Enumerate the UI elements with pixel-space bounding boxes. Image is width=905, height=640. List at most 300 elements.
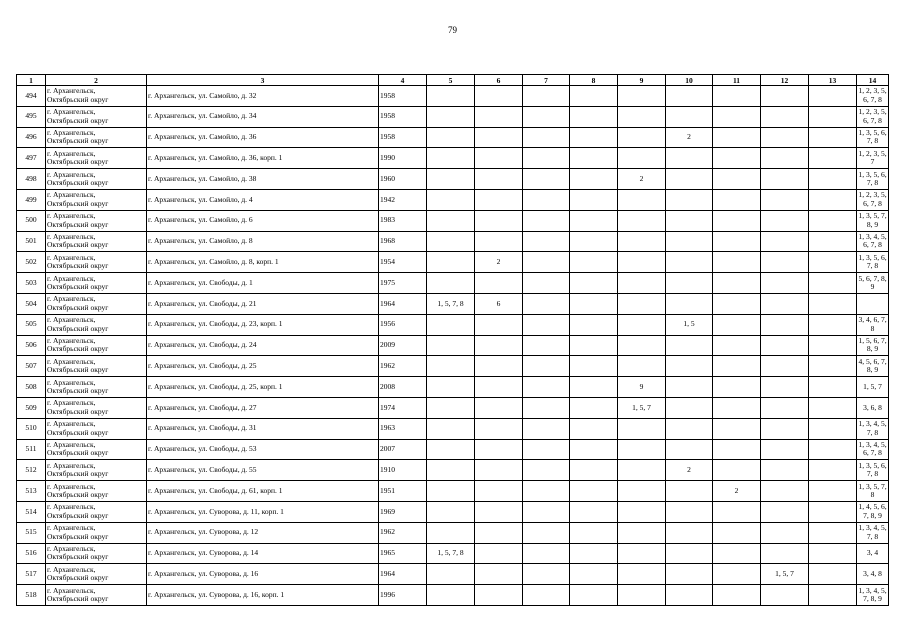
district-line: Октябрьский округ (47, 240, 109, 250)
column-8-cell (570, 418, 618, 439)
column-6-cell (475, 501, 523, 522)
year-cell: 1962 (379, 356, 427, 377)
column-10-cell (666, 522, 713, 543)
column-14-cell: 1, 3, 5, 6, 7, 8 (857, 127, 889, 148)
year-cell: 1964 (379, 564, 427, 585)
column-5-cell (427, 210, 475, 231)
column-11-cell: 2 (713, 481, 761, 502)
district-line: г. Архангельск, (47, 252, 96, 262)
column-13-cell (809, 501, 857, 522)
column-7-cell (523, 231, 570, 252)
column-11-cell (713, 169, 761, 190)
district-line: Октябрьский округ (47, 115, 109, 125)
column-7-cell (523, 148, 570, 169)
column-5-cell (427, 106, 475, 127)
column-13-cell (809, 439, 857, 460)
table-row (17, 169, 889, 190)
column-8-cell (570, 564, 618, 585)
year-cell: 1975 (379, 273, 427, 294)
column-9-cell (618, 460, 666, 481)
column-14-cell: 3, 4, 6, 7, 8 (857, 314, 889, 335)
district-line: г. Архангельск, (47, 190, 96, 200)
address-cell: г. Архангельск, ул. Свободы, д. 27 (147, 397, 379, 418)
column-14-cell: 3, 4, 8 (857, 564, 889, 585)
district-line: г. Архангельск, (47, 502, 96, 512)
district-line: Октябрьский округ (47, 302, 109, 312)
row-number-cell: 497 (17, 148, 46, 169)
table-row (17, 439, 889, 460)
column-13-cell (809, 148, 857, 169)
year-cell: 2007 (379, 439, 427, 460)
row-number-cell: 496 (17, 127, 46, 148)
address-cell: г. Архангельск, ул. Свободы, д. 25 (147, 356, 379, 377)
column-11-cell (713, 397, 761, 418)
column-6-cell (475, 127, 523, 148)
district-cell (46, 189, 147, 210)
column-8-cell (570, 356, 618, 377)
column-12-cell (761, 293, 809, 314)
district-cell (46, 169, 147, 190)
address-cell: г. Архангельск, ул. Самойло, д. 6 (147, 210, 379, 231)
column-10-cell (666, 501, 713, 522)
column-header-10: 10 (666, 75, 713, 86)
column-14-cell (857, 293, 889, 314)
year-cell: 1958 (379, 127, 427, 148)
column-12-cell (761, 86, 809, 107)
column-7-cell (523, 418, 570, 439)
column-5-cell (427, 377, 475, 398)
column-14-cell: 1, 3, 5, 7, 8 (857, 481, 889, 502)
column-9-cell: 2 (618, 169, 666, 190)
district-cell (46, 127, 147, 148)
table-row (17, 189, 889, 210)
column-6-cell (475, 460, 523, 481)
table-row (17, 293, 889, 314)
column-7-cell (523, 252, 570, 273)
column-10-cell (666, 397, 713, 418)
column-10-cell (666, 106, 713, 127)
row-number-cell: 503 (17, 273, 46, 294)
district-cell (46, 148, 147, 169)
district-cell (46, 377, 147, 398)
column-13-cell (809, 252, 857, 273)
district-cell (46, 314, 147, 335)
address-cell: г. Архангельск, ул. Свободы, д. 31 (147, 418, 379, 439)
column-6-cell (475, 397, 523, 418)
column-5-cell (427, 86, 475, 107)
district-line: г. Архангельск, (47, 315, 96, 325)
table-row (17, 273, 889, 294)
column-5-cell (427, 252, 475, 273)
row-number-cell: 511 (17, 439, 46, 460)
district-line: Октябрьский округ (47, 510, 109, 520)
address-cell: г. Архангельск, ул. Самойло, д. 36, корп. 1 (147, 148, 379, 169)
row-number-cell: 509 (17, 397, 46, 418)
district-line: Октябрьский округ (47, 344, 109, 354)
column-12-cell (761, 522, 809, 543)
column-8-cell (570, 231, 618, 252)
address-cell: г. Архангельск, ул. Свободы, д. 55 (147, 460, 379, 481)
column-5-cell (427, 189, 475, 210)
column-10-cell (666, 189, 713, 210)
column-5-cell (427, 335, 475, 356)
district-line: Октябрьский округ (47, 261, 109, 271)
column-13-cell (809, 273, 857, 294)
column-11-cell (713, 460, 761, 481)
table-row (17, 127, 889, 148)
column-12-cell (761, 356, 809, 377)
district-line: Октябрьский округ (47, 178, 109, 188)
column-6-cell (475, 189, 523, 210)
column-10-cell: 1, 5 (666, 314, 713, 335)
district-cell (46, 397, 147, 418)
district-line: Октябрьский округ (47, 219, 109, 229)
column-11-cell (713, 293, 761, 314)
column-13-cell (809, 189, 857, 210)
column-7-cell (523, 169, 570, 190)
table-row (17, 501, 889, 522)
table-row (17, 397, 889, 418)
column-header-3: 3 (147, 75, 379, 86)
column-5-cell (427, 481, 475, 502)
column-11-cell (713, 231, 761, 252)
year-cell: 1996 (379, 585, 427, 606)
address-cell: г. Архангельск, ул. Самойло, д. 36 (147, 127, 379, 148)
column-9-cell (618, 189, 666, 210)
column-5-cell (427, 169, 475, 190)
column-9-cell (618, 522, 666, 543)
column-12-cell (761, 189, 809, 210)
column-12-cell (761, 543, 809, 564)
column-6-cell (475, 564, 523, 585)
column-8-cell (570, 335, 618, 356)
column-8-cell (570, 273, 618, 294)
column-14-cell: 1, 3, 5, 6, 7, 8 (857, 460, 889, 481)
column-10-cell (666, 481, 713, 502)
district-line: г. Архангельск, (47, 439, 96, 449)
column-9-cell (618, 293, 666, 314)
district-line: Октябрьский округ (47, 406, 109, 416)
column-11-cell (713, 501, 761, 522)
district-line: г. Архангельск, (47, 127, 96, 137)
row-number-cell: 510 (17, 418, 46, 439)
column-9-cell (618, 127, 666, 148)
year-cell: 1962 (379, 522, 427, 543)
column-11-cell (713, 148, 761, 169)
year-cell: 1965 (379, 543, 427, 564)
district-line: Октябрьский округ (47, 94, 109, 104)
column-12-cell (761, 273, 809, 294)
column-5-cell (427, 418, 475, 439)
district-line: г. Архангельск, (47, 294, 96, 304)
column-10-cell (666, 273, 713, 294)
column-6-cell (475, 86, 523, 107)
district-line: Октябрьский округ (47, 573, 109, 583)
table-header-row (17, 75, 889, 86)
column-5-cell (427, 148, 475, 169)
column-9-cell: 1, 5, 7 (618, 397, 666, 418)
row-number-cell: 516 (17, 543, 46, 564)
column-11-cell (713, 564, 761, 585)
district-line: Октябрьский округ (47, 427, 109, 437)
district-cell (46, 273, 147, 294)
column-5-cell (427, 439, 475, 460)
column-14-cell: 1, 5, 7 (857, 377, 889, 398)
year-cell: 2009 (379, 335, 427, 356)
column-header-14: 14 (857, 75, 889, 86)
column-13-cell (809, 86, 857, 107)
column-5-cell (427, 564, 475, 585)
column-11-cell (713, 127, 761, 148)
table-row (17, 106, 889, 127)
column-13-cell (809, 231, 857, 252)
row-number-cell: 504 (17, 293, 46, 314)
column-7-cell (523, 86, 570, 107)
column-header-8: 8 (570, 75, 618, 86)
row-number-cell: 499 (17, 189, 46, 210)
column-11-cell (713, 189, 761, 210)
year-cell: 1910 (379, 460, 427, 481)
column-9-cell (618, 439, 666, 460)
district-line: Октябрьский округ (47, 469, 109, 479)
table-row (17, 522, 889, 543)
column-8-cell (570, 86, 618, 107)
column-7-cell (523, 273, 570, 294)
column-13-cell (809, 377, 857, 398)
year-cell: 1951 (379, 481, 427, 502)
column-10-cell (666, 377, 713, 398)
row-number-cell: 505 (17, 314, 46, 335)
row-number-cell: 498 (17, 169, 46, 190)
table-row (17, 543, 889, 564)
column-13-cell (809, 418, 857, 439)
row-number-cell: 513 (17, 481, 46, 502)
district-cell (46, 439, 147, 460)
address-cell: г. Архангельск, ул. Суворова, д. 16, корп. 1 (147, 585, 379, 606)
column-12-cell (761, 501, 809, 522)
year-cell: 1954 (379, 252, 427, 273)
address-cell: г. Архангельск, ул. Самойло, д. 8, корп. 1 (147, 252, 379, 273)
column-12-cell (761, 335, 809, 356)
row-number-cell: 495 (17, 106, 46, 127)
district-line: г. Архангельск, (47, 460, 96, 470)
column-5-cell (427, 397, 475, 418)
column-9-cell (618, 543, 666, 564)
column-7-cell (523, 460, 570, 481)
district-line: Октябрьский округ (47, 386, 109, 396)
column-14-cell: 1, 3, 5, 6, 7, 8 (857, 169, 889, 190)
address-cell: г. Архангельск, ул. Самойло, д. 32 (147, 86, 379, 107)
column-6-cell (475, 585, 523, 606)
page-number: 79 (448, 25, 457, 35)
address-cell: г. Архангельск, ул. Самойло, д. 38 (147, 169, 379, 190)
column-5-cell: 1, 5, 7, 8 (427, 543, 475, 564)
column-11-cell (713, 377, 761, 398)
district-line: г. Архангельск, (47, 148, 96, 158)
column-14-cell: 1, 2, 3, 5, 6, 7, 8 (857, 189, 889, 210)
column-7-cell (523, 210, 570, 231)
column-14-cell: 1, 2, 3, 5, 7 (857, 148, 889, 169)
row-number-cell: 500 (17, 210, 46, 231)
column-5-cell (427, 356, 475, 377)
column-9-cell (618, 231, 666, 252)
column-7-cell (523, 127, 570, 148)
column-8-cell (570, 169, 618, 190)
column-12-cell (761, 460, 809, 481)
column-10-cell (666, 252, 713, 273)
year-cell: 1990 (379, 148, 427, 169)
column-6-cell (475, 169, 523, 190)
column-14-cell: 1, 3, 4, 5, 6, 7, 8 (857, 439, 889, 460)
column-9-cell (618, 252, 666, 273)
district-cell (46, 293, 147, 314)
table-row (17, 314, 889, 335)
column-7-cell (523, 356, 570, 377)
column-8-cell (570, 127, 618, 148)
year-cell: 1969 (379, 501, 427, 522)
column-9-cell (618, 148, 666, 169)
column-5-cell (427, 522, 475, 543)
column-8-cell (570, 585, 618, 606)
column-14-cell: 4, 5, 6, 7, 8, 9 (857, 356, 889, 377)
year-cell: 1963 (379, 418, 427, 439)
column-9-cell (618, 356, 666, 377)
address-cell: г. Архангельск, ул. Свободы, д. 21 (147, 293, 379, 314)
column-10-cell (666, 293, 713, 314)
column-9-cell (618, 418, 666, 439)
table-row (17, 585, 889, 606)
column-9-cell (618, 314, 666, 335)
column-7-cell (523, 106, 570, 127)
column-8-cell (570, 460, 618, 481)
column-10-cell (666, 543, 713, 564)
address-cell: г. Архангельск, ул. Свободы, д. 25, корп. 1 (147, 377, 379, 398)
column-6-cell (475, 210, 523, 231)
column-8-cell (570, 377, 618, 398)
district-line: г. Архангельск, (47, 107, 96, 117)
district-line: Октябрьский округ (47, 594, 109, 604)
district-cell (46, 481, 147, 502)
year-cell: 2008 (379, 377, 427, 398)
column-10-cell (666, 335, 713, 356)
district-line: г. Архангельск, (47, 231, 96, 241)
column-10-cell (666, 439, 713, 460)
row-number-cell: 501 (17, 231, 46, 252)
column-header-6: 6 (475, 75, 523, 86)
column-13-cell (809, 356, 857, 377)
address-cell: г. Архангельск, ул. Самойло, д. 4 (147, 189, 379, 210)
column-14-cell: 1, 2, 3, 5, 6, 7, 8 (857, 86, 889, 107)
column-9-cell: 9 (618, 377, 666, 398)
year-cell: 1958 (379, 86, 427, 107)
table-row (17, 460, 889, 481)
address-cell: г. Архангельск, ул. Свободы, д. 24 (147, 335, 379, 356)
row-number-cell: 508 (17, 377, 46, 398)
column-12-cell (761, 231, 809, 252)
column-14-cell: 1, 4, 5, 6, 7, 8, 9 (857, 501, 889, 522)
row-number-cell: 514 (17, 501, 46, 522)
column-10-cell (666, 169, 713, 190)
column-9-cell (618, 564, 666, 585)
column-11-cell (713, 86, 761, 107)
district-line: г. Архангельск, (47, 398, 96, 408)
year-cell: 1968 (379, 231, 427, 252)
column-13-cell (809, 169, 857, 190)
year-cell: 1960 (379, 169, 427, 190)
column-header-12: 12 (761, 75, 809, 86)
year-cell: 1956 (379, 314, 427, 335)
district-cell (46, 231, 147, 252)
column-7-cell (523, 481, 570, 502)
table-row (17, 564, 889, 585)
column-14-cell: 1, 3, 4, 5, 6, 7, 8 (857, 231, 889, 252)
district-cell (46, 501, 147, 522)
district-line: Октябрьский округ (47, 323, 109, 333)
column-11-cell (713, 106, 761, 127)
column-7-cell (523, 439, 570, 460)
district-cell (46, 460, 147, 481)
year-cell: 1964 (379, 293, 427, 314)
column-5-cell (427, 273, 475, 294)
column-8-cell (570, 501, 618, 522)
column-10-cell (666, 148, 713, 169)
column-7-cell (523, 585, 570, 606)
column-8-cell (570, 397, 618, 418)
row-number-cell: 507 (17, 356, 46, 377)
column-10-cell (666, 564, 713, 585)
column-8-cell (570, 148, 618, 169)
column-9-cell (618, 335, 666, 356)
district-cell (46, 564, 147, 585)
column-5-cell (427, 585, 475, 606)
column-13-cell (809, 585, 857, 606)
table-body (17, 86, 889, 606)
column-13-cell (809, 314, 857, 335)
column-8-cell (570, 210, 618, 231)
column-12-cell (761, 252, 809, 273)
column-11-cell (713, 252, 761, 273)
district-line: Октябрьский округ (47, 136, 109, 146)
column-6-cell (475, 377, 523, 398)
column-9-cell (618, 210, 666, 231)
column-7-cell (523, 293, 570, 314)
column-12-cell (761, 397, 809, 418)
address-cell: г. Архангельск, ул. Суворова, д. 11, корп. 1 (147, 501, 379, 522)
column-9-cell (618, 86, 666, 107)
district-cell (46, 210, 147, 231)
column-13-cell (809, 210, 857, 231)
column-12-cell: 1, 5, 7 (761, 564, 809, 585)
column-8-cell (570, 314, 618, 335)
table-row (17, 231, 889, 252)
column-5-cell (427, 127, 475, 148)
column-11-cell (713, 418, 761, 439)
column-7-cell (523, 397, 570, 418)
column-14-cell: 1, 3, 5, 7, 8, 9 (857, 210, 889, 231)
district-line: г. Архангельск, (47, 86, 96, 96)
district-cell (46, 522, 147, 543)
district-cell (46, 252, 147, 273)
column-7-cell (523, 314, 570, 335)
column-12-cell (761, 210, 809, 231)
column-6-cell (475, 356, 523, 377)
column-header-1: 1 (17, 75, 46, 86)
column-9-cell (618, 501, 666, 522)
column-6-cell (475, 335, 523, 356)
column-11-cell (713, 522, 761, 543)
year-cell: 1974 (379, 397, 427, 418)
row-number-cell: 518 (17, 585, 46, 606)
